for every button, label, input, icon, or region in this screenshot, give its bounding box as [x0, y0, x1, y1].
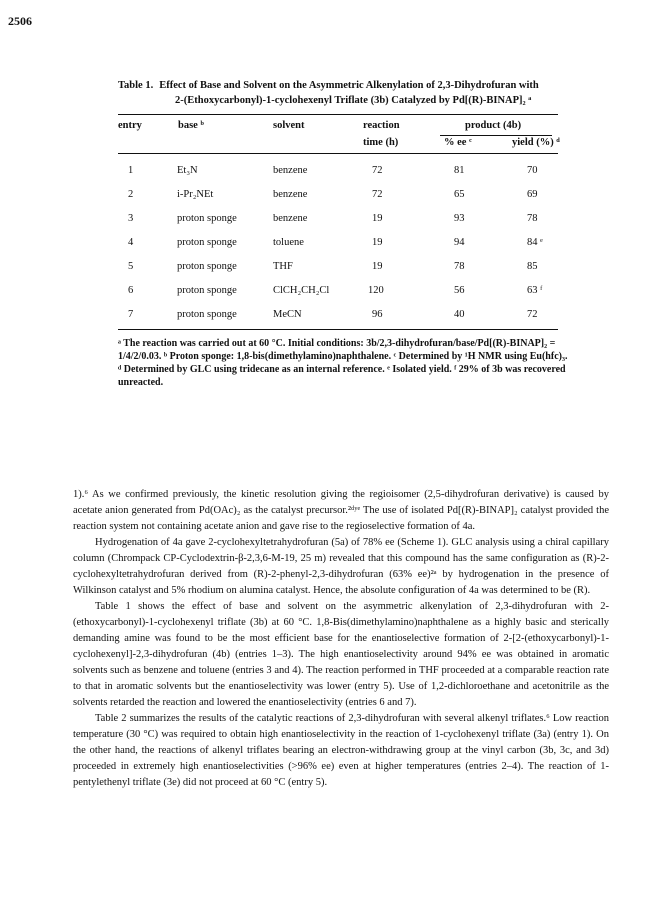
cell-base: i-Pr₂NEt [177, 189, 214, 200]
cell-base: proton sponge [177, 309, 237, 320]
cell-ee: 93 [454, 213, 465, 224]
body-text [73, 487, 609, 791]
cell-entry: 6 [128, 285, 134, 296]
cell-base: proton sponge [177, 261, 237, 272]
cell-solvent: MeCN [273, 309, 302, 320]
cell-ee: 94 [454, 237, 465, 248]
footnote-e: ᵉ Isolated yield. [387, 364, 452, 375]
product-subrule [440, 135, 552, 136]
cell-time: 19 [372, 213, 383, 224]
cell-time: 19 [372, 261, 383, 272]
footnote-c: ᶜ Determined by ¹H NMR using Eu(hfc)₃. [393, 351, 568, 362]
header-reaction: reaction [363, 120, 400, 131]
cell-entry: 1 [128, 165, 134, 176]
cell-entry: 3 [128, 213, 134, 224]
cell-solvent: ClCH₂CH₂Cl [273, 285, 330, 296]
paragraph: Table 2 summarizes the results of the catalytic reactions of 2,3-dihydrofuran with several alkenyl triflates.⁶ Low reaction temperature (30 °C) was required to obtain high enantioselectivity in the reaction of 1-cyclohexenyl triflate (3a) (entry 1). On the other hand, the reactions of alkenyl triflates bearing an electron-withdrawing group at the vinyl carbon (3b, 3c, and 3d) proceeded in extremely high enantioselectivities (>96% ee) even at higher temperatures (entries 2–4). The reaction of 1-pentylethenyl triflate (3e) did not proceed at 60 °C (entry 5). [73, 713, 609, 788]
paragraph: 1).⁶ As we confirmed previously, the kinetic resolution giving the regioisomer (2,5-dihydrofuran derivative) is caused by acetate anion generated from Pd(OAc)₂ as the catalyst precursor.²ᵈʸᵉ The use of isolated Pd[(R)-BINAP]₂ catalyst provided the reaction system not containing acetate anion and gave rise to the regioselective formation of 4a. [73, 489, 609, 532]
cell-solvent: toluene [273, 237, 304, 248]
cell-entry: 4 [128, 237, 134, 248]
table-footnotes [118, 337, 568, 389]
paragraph: Hydrogenation of 4a gave 2-cyclohexyltetrahydrofuran (5a) of 78% ee (Scheme 1). GLC analysis using a chiral capillary column (Chrompack CP-Cyclodextrin-β-2,3,6-M-19, 25 m) revealed that this compound has the same configuration as (R)-2-cyclohexyltetrahydrofuran derived from (R)-2-phenyl-2,3-dihydrofuran (63% ee)²ᵃ by hydrogenation in the presence of Wilkinson catalyst and 5% rhodium on alumina catalyst. Hence, the absolute configuration of 4a was determined to be (R). [73, 537, 609, 596]
cell-yield: 78 [527, 213, 538, 224]
table-bottom-rule [118, 329, 558, 330]
header-product: product (4b) [465, 120, 522, 131]
footnote-d: ᵈ Determined by GLC using tridecane as an internal reference. [118, 364, 385, 375]
cell-ee: 65 [454, 189, 465, 200]
cell-base: Et₃N [177, 165, 198, 176]
header-time: time (h) [363, 137, 399, 148]
cell-yield: 72 [527, 309, 538, 320]
table-top-rule [118, 114, 558, 115]
cell-yield: 85 [527, 261, 538, 272]
cell-yield: 70 [527, 165, 538, 176]
header-entry: entry [118, 120, 142, 131]
paragraph: Table 1 shows the effect of base and solvent on the asymmetric alkenylation of 2,3-dihydrofuran with 2-(ethoxycarbonyl)-1-cyclohexenyl triflate (3b) at 60 °C. 1,8-Bis(dimethylamino)naphthalene as a highly basic and sterically demanding amine was found to be the most efficient base for the enantioselective formation of 2-[2-(ethoxycarbonyl)-1-cyclohexenyl]-2,3-dihydrofuran (4b) (entries 1–3). The high enantioselectivity around 94% ee was obtained in aromatic solvents such as benzene and toluene (entries 3 and 4). The reaction performed in THF proceeded at a comparable reaction rate to that in aromatic solvents but the enantioselectivity was lower (entry 5). Use of 1,2-dichloroethane and acetonitrile as the solvents retarded the reaction and lowered the enantioselectivity (entries 6 and 7). [73, 601, 609, 708]
footnote-a: ᵃ The reaction was carried out at 60 °C. Initial conditions: 3b/2,3-dihydrofuran/base/Pd[(R)-BINAP]₂ = 1/4/2/0.03. [118, 338, 556, 362]
table-caption [118, 78, 598, 108]
cell-time: 72 [372, 189, 383, 200]
header-base: base ᵇ [178, 120, 204, 131]
cell-base: proton sponge [177, 237, 237, 248]
cell-time: 19 [372, 237, 383, 248]
cell-time: 120 [368, 285, 384, 296]
table-label: Table 1. [118, 80, 154, 91]
footnote-f: ᶠ 29% of 3b was recovered unreacted. [118, 364, 566, 388]
cell-ee: 81 [454, 165, 465, 176]
cell-entry: 7 [128, 309, 134, 320]
cell-entry: 5 [128, 261, 134, 272]
cell-ee: 40 [454, 309, 465, 320]
cell-time: 72 [372, 165, 383, 176]
page-number: 2506 [8, 14, 32, 28]
cell-base: proton sponge [177, 213, 237, 224]
header-ee: % ee ᶜ [444, 137, 472, 148]
cell-ee: 56 [454, 285, 465, 296]
cell-yield: 63 ᶠ [527, 285, 543, 296]
header-yield: yield (%) ᵈ [512, 137, 560, 148]
cell-ee: 78 [454, 261, 465, 272]
footnote-b: ᵇ Proton sponge: 1,8-bis(dimethylamino)naphthalene. [163, 351, 392, 362]
table-title-line2: 2-(Ethoxycarbonyl)-1-cyclohexenyl Triflate (3b) Catalyzed by Pd[(R)-BINAP]₂ ᵃ [175, 95, 532, 106]
cell-solvent: benzene [273, 165, 308, 176]
header-solvent: solvent [273, 120, 305, 131]
table-title-line1: Table 1. Effect of Base and Solvent on the Asymmetric Alkenylation of 2,3-Dihydrofuran with [118, 80, 539, 91]
cell-base: proton sponge [177, 285, 237, 296]
cell-yield: 69 [527, 189, 538, 200]
cell-yield: 84 ᵉ [527, 237, 543, 248]
cell-time: 96 [372, 309, 383, 320]
cell-entry: 2 [128, 189, 134, 200]
cell-solvent: benzene [273, 213, 308, 224]
table-header-rule [118, 153, 558, 154]
cell-solvent: benzene [273, 189, 308, 200]
cell-solvent: THF [273, 261, 293, 272]
